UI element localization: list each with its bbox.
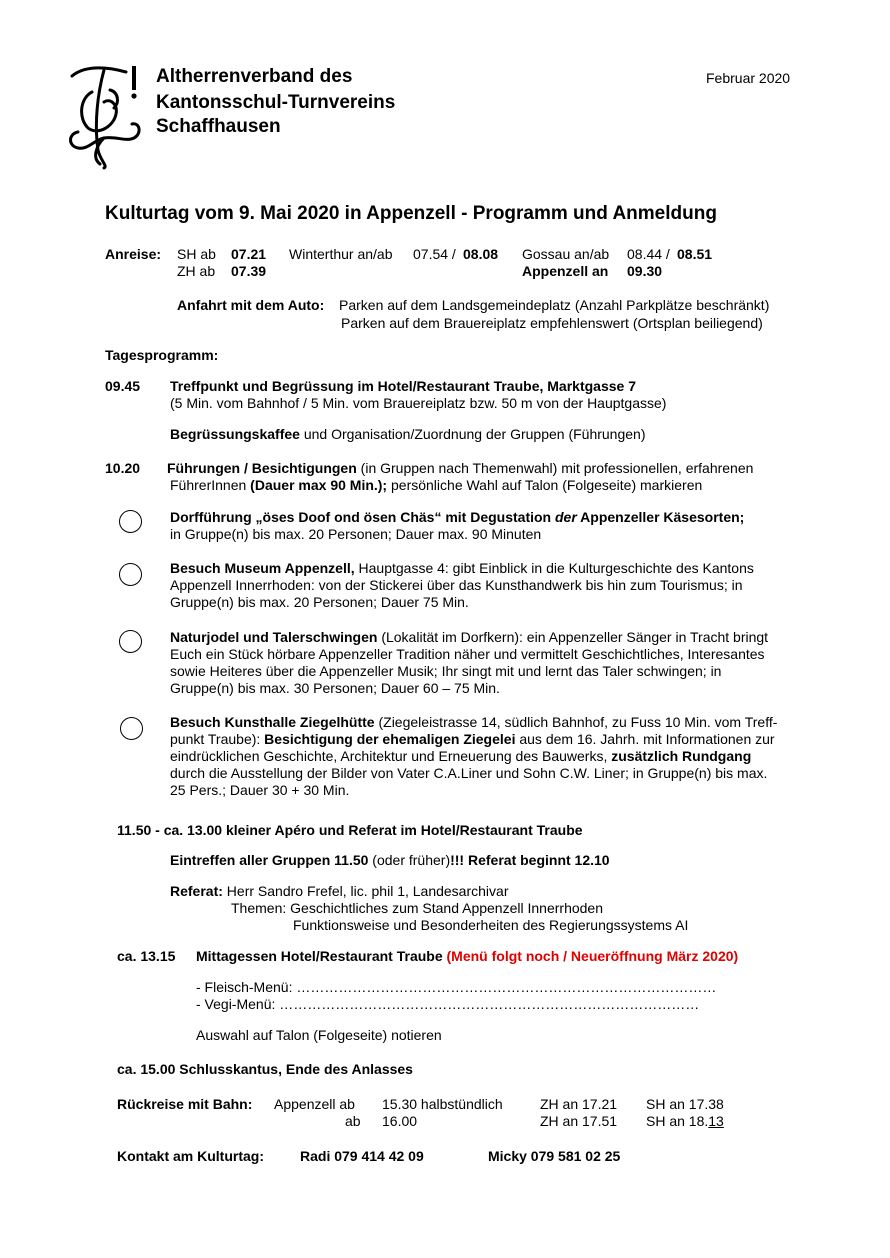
gossau-label: Gossau an/ab: [522, 246, 610, 262]
fuehrungen-line2: [170, 477, 702, 494]
appenzell-an-time: 09.30: [627, 263, 663, 279]
o2-l3: Gruppe(n) bis max. 20 Personen; Dauer 75 Min.: [170, 594, 469, 610]
o3-l2: Euch ein Stück hörbare Appenzeller Tradition näher und vermittelt Geschichtliches, Interesantes: [170, 646, 765, 662]
fuehrungen-line1: [167, 460, 753, 477]
gossau-ab-time: 08.51: [677, 246, 713, 262]
gossau-an-time: 08.44 /: [627, 246, 670, 262]
sh-ab-time: 07.21: [231, 246, 267, 262]
mittagessen-title: Mittagessen Hotel/Restaurant Traube: [196, 948, 443, 964]
winterthur-label: Winterthur an/ab: [289, 246, 393, 262]
treffpunkt-sub: (5 Min. vom Bahnhof / 5 Min. vom Brauereiplatz bzw. 50 m von der Hauptgasse): [170, 395, 667, 411]
o1-l2: in Gruppe(n) bis max. 20 Personen; Dauer max. 90 Minuten: [170, 526, 542, 542]
time-1315: ca. 13.15: [117, 948, 176, 964]
eintreffen-bold2: !!! Referat beginnt 12.10: [450, 852, 610, 868]
kaffee-line: [170, 426, 646, 443]
kaffee-rest: und Organisation/Zuordnung der Gruppen (Führungen): [299, 426, 646, 442]
o4-l3a: eindrücklichen Geschichte, Architektur und Erneuerung des Bauwerks,: [170, 748, 612, 764]
fuehrungen-rest: (in Gruppen nach Themenwahl) mit professionellen, erfahrenen: [356, 460, 754, 476]
themen-line1: [231, 900, 603, 917]
fuehrungen-dauer: (Dauer max 90 Min.);: [250, 477, 388, 493]
appenzell-an-label: Appenzell an: [522, 263, 609, 279]
rueckreise-ab: ab: [345, 1113, 361, 1129]
o1-bold1: Dorfführung „öses Doof ond ösen Chäs“ mit Degustation: [170, 509, 555, 525]
themen-label: Themen:: [231, 900, 287, 916]
zh-ab-time: 07.39: [231, 263, 267, 279]
winterthur-ab-time: 08.08: [463, 246, 499, 262]
o1-bold2: Appenzeller Käsesorten;: [576, 509, 745, 525]
kontakt-label: Kontakt am Kulturtag:: [117, 1148, 264, 1164]
mittagessen-line: [196, 948, 738, 965]
o4-l1: (Ziegeleistrasse 14, südlich Bahnhof, zu Fuss 10 Min. vom Treff-: [374, 714, 778, 730]
rueckreise-t1: 15.30 halbstündlich: [382, 1096, 503, 1112]
time-1020: 10.20: [105, 460, 141, 476]
time-0945: 09.45: [105, 378, 141, 394]
rueckreise-t2: 16.00: [382, 1113, 418, 1129]
kaffee-bold: Begrüssungskaffee: [170, 426, 300, 442]
o3-l4: Gruppe(n) bis max. 30 Personen; Dauer 60 – 75 Min.: [170, 680, 500, 696]
rueckreise-sh2: [646, 1113, 724, 1130]
referat-label: Referat:: [170, 883, 223, 899]
option-kunsthalle: [170, 714, 777, 799]
o2-l2: Appenzell Innerrhoden: von der Stickerei über das Kunsthandwerk bis hin zum Tourismus; in: [170, 577, 743, 593]
auto-label: Anfahrt mit dem Auto:: [177, 297, 325, 313]
sh2-a: SH an 18.: [646, 1113, 709, 1129]
page-title: Kulturtag vom 9. Mai 2020 in Appenzell - Programm und Anmeldung: [105, 203, 717, 224]
treffpunkt-title: Treffpunkt und Begrüssung im Hotel/Restaurant Traube, Marktgasse 7: [170, 378, 636, 394]
option-dorffuehrung: [170, 509, 744, 543]
fleisch-menu-field[interactable]: - Fleisch-Menü: ………………………………………………………………………………: [196, 979, 717, 995]
vegi-menu-field[interactable]: - Vegi-Menü: ………………………………………………………………………………: [196, 996, 700, 1012]
option-museum-checkbox[interactable]: [119, 563, 142, 586]
auswahl-note: Auswahl auf Talon (Folgeseite) notieren: [196, 1027, 442, 1043]
option-dorffuehrung-checkbox[interactable]: [119, 510, 142, 533]
zh-ab-label: ZH ab: [177, 263, 216, 279]
kontakt-micky: Micky 079 581 02 25: [488, 1148, 621, 1164]
o4-l2a: punkt Traube):: [170, 731, 265, 747]
schluss-line: ca. 15.00 Schlusskantus, Ende des Anlasses: [117, 1061, 413, 1077]
fuehrungen-l2a: FührerInnen: [170, 477, 251, 493]
fuehrungen-title: Führungen / Besichtigungen: [167, 460, 357, 476]
option-kunsthalle-checkbox[interactable]: [120, 717, 143, 740]
fuehrungen-l2b: persönliche Wahl auf Talon (Folgeseite) markieren: [387, 477, 703, 493]
o2-l1: Hauptgasse 4: gibt Einblick in die Kulturgeschichte des Kantons: [354, 560, 754, 576]
winterthur-an-time: 07.54 /: [413, 246, 456, 262]
o4-l2b: aus dem 16. Jahrh. mit Informationen zur: [515, 731, 775, 747]
rueckreise-zh1: ZH an 17.21: [540, 1096, 618, 1112]
sh2-b: 13: [708, 1113, 724, 1129]
eintreffen-mid: (oder früher): [368, 852, 451, 868]
referat-line: [170, 883, 508, 900]
o4-bold: Besuch Kunsthalle Ziegelhütte: [170, 714, 375, 730]
option-naturjodel: [170, 629, 768, 697]
tagesprogramm-heading: Tagesprogramm:: [105, 347, 219, 363]
kontakt-radi: Radi 079 414 42 09: [300, 1148, 424, 1164]
o3-bold: Naturjodel und Talerschwingen: [170, 629, 378, 645]
o4-l4: durch die Ausstellung der Bilder von Vater C.A.Liner und Sohn C.W. Liner; in Gruppe(n) bis max.: [170, 765, 768, 781]
document-date: Februar 2020: [706, 70, 791, 86]
rueckreise-sh1: SH an 17.38: [646, 1096, 724, 1112]
o4-l3bold: zusätzlich Rundgang: [611, 748, 752, 764]
sh-ab-label: SH ab: [177, 246, 216, 262]
rueckreise-appenzell-ab: Appenzell ab: [274, 1096, 355, 1112]
o4-l2bold: Besichtigung der ehemaligen Ziegelei: [264, 731, 516, 747]
eintreffen-bold: Eintreffen aller Gruppen 11.50: [170, 852, 369, 868]
eintreffen-line: [170, 852, 610, 869]
logo: [64, 62, 144, 170]
org-name-line1: Altherrenverband des: [156, 66, 353, 87]
option-museum: [170, 560, 754, 611]
apero-title: 11.50 - ca. 13.00 kleiner Apéro und Referat im Hotel/Restaurant Traube: [117, 822, 583, 838]
org-name-line2: Kantonsschul-Turnvereins: [156, 92, 396, 113]
anreise-label: Anreise:: [105, 246, 162, 262]
o3-l1: (Lokalität im Dorfkern): ein Appenzeller Sänger in Tracht bringt: [377, 629, 769, 645]
auto-line1: Parken auf dem Landsgemeindeplatz (Anzahl Parkplätze beschränkt): [339, 297, 770, 313]
org-name-line3: Schaffhausen: [156, 116, 281, 137]
auto-line2: Parken auf dem Brauereiplatz empfehlenswert (Ortsplan beiliegend): [341, 315, 763, 331]
rueckreise-zh2: ZH an 17.51: [540, 1113, 618, 1129]
o1-italic: der: [555, 509, 577, 525]
referat-speaker: Herr Sandro Frefel, lic. phil 1, Landesarchivar: [222, 883, 509, 899]
rueckreise-label: Rückreise mit Bahn:: [117, 1096, 253, 1112]
themen-l2: Funktionsweise und Besonderheiten des Regierungssystems AI: [293, 917, 689, 933]
o3-l3: sowie Heiteres über die Appenzeller Musik; Ihr singt mit und lernt das Taler schwingen; in: [170, 663, 722, 679]
themen-l1: Geschichtliches zum Stand Appenzell Innerrhoden: [286, 900, 603, 916]
o2-bold: Besuch Museum Appenzell,: [170, 560, 355, 576]
logo-monogram-icon: [64, 62, 144, 170]
o4-l5: 25 Pers.; Dauer 30 + 30 Min.: [170, 782, 350, 798]
mittagessen-note: (Menü folgt noch / Neueröffnung März 2020): [446, 948, 739, 964]
option-naturjodel-checkbox[interactable]: [119, 630, 142, 653]
